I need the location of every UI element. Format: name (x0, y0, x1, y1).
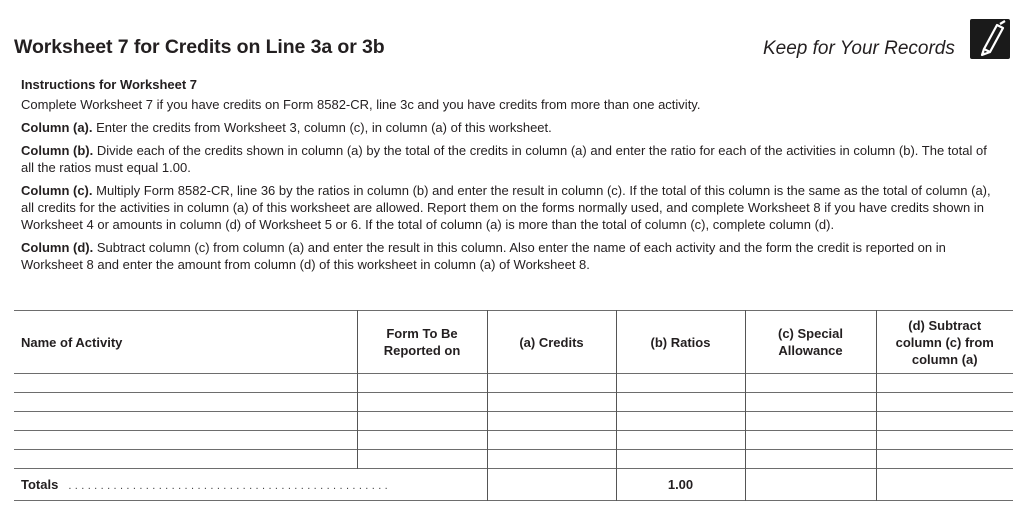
totals-special-allowance-cell[interactable] (745, 469, 876, 501)
credits-cell[interactable] (487, 393, 616, 412)
instructions-heading: Instructions for Worksheet 7 (21, 77, 198, 92)
pencil-icon (970, 19, 1010, 59)
ratios-cell[interactable] (616, 431, 745, 450)
leader-dots: .................................................. (68, 480, 392, 492)
column-d-instruction (21, 239, 1001, 273)
special-allowance-cell[interactable] (745, 393, 876, 412)
col-header-activity: Name of Activity (21, 334, 123, 350)
column-b-label: Column (b). (21, 143, 94, 158)
special-allowance-cell[interactable] (745, 431, 876, 450)
totals-label: Totals (21, 477, 59, 492)
subtract-cell[interactable] (876, 450, 1013, 469)
col-header-subtract: (d) Subtract column (c) from column (a) (876, 311, 1013, 374)
table-row (14, 450, 1013, 469)
column-a-instruction (21, 119, 1001, 136)
instructions-intro: Complete Worksheet 7 if you have credits on Form 8582-CR, line 3c and you have credits from more than one activity. (21, 97, 701, 112)
form-cell[interactable] (357, 450, 487, 469)
form-cell[interactable] (357, 393, 487, 412)
column-d-label: Column (d). (21, 240, 94, 255)
ratios-cell[interactable] (616, 374, 745, 393)
form-cell[interactable] (357, 412, 487, 431)
column-c-text: Multiply Form 8582-CR, line 36 by the ratios in column (b) and enter the result in column (c). If the total of this column is the same as the total of column (a), all credits for the activities in column (a) of this worksheet are allowed. Report them on the forms normally used, and complete Worksheet 8 if you have credits shown in Worksheet 4 or amounts in column (d) of Worksheet 5 or 6. If the total of column (a) is more than the total of column (c), complete column (d). (21, 183, 991, 232)
col-header-ratios: (b) Ratios (616, 311, 745, 374)
totals-ratios-cell: 1.00 (616, 469, 745, 501)
column-d-text: Subtract column (c) from column (a) and enter the result in this column. Also enter the name of each activity and the form the credit is reported on in Worksheet 8 and enter the amount from column (d) of this worksheet in column (a) of Worksheet 8. (21, 240, 946, 272)
column-a-label: Column (a). (21, 120, 93, 135)
activity-name-cell[interactable] (14, 393, 357, 412)
subtract-cell[interactable] (876, 412, 1013, 431)
table-row (14, 412, 1013, 431)
special-allowance-cell[interactable] (745, 412, 876, 431)
totals-subtract-cell[interactable] (876, 469, 1013, 501)
table-row (14, 431, 1013, 450)
table-row (14, 374, 1013, 393)
instructions-section (21, 76, 1001, 279)
subtract-cell[interactable] (876, 431, 1013, 450)
activity-name-cell[interactable] (14, 374, 357, 393)
col-header-special-allowance: (c) Special Allowance (745, 311, 876, 374)
form-cell[interactable] (357, 374, 487, 393)
column-b-text: Divide each of the credits shown in column (a) by the total of the credits in column (a) and enter the ratio for each of the activities in column (b). The total of all the ratios must equal 1.00. (21, 143, 987, 175)
credits-cell[interactable] (487, 450, 616, 469)
special-allowance-cell[interactable] (745, 450, 876, 469)
column-a-text: Enter the credits from Worksheet 3, column (c), in column (a) of this worksheet. (92, 120, 552, 135)
activity-name-cell[interactable] (14, 450, 357, 469)
subtract-cell[interactable] (876, 393, 1013, 412)
table-row (14, 393, 1013, 412)
ratios-cell[interactable] (616, 412, 745, 431)
activity-name-cell[interactable] (14, 412, 357, 431)
totals-credits-cell[interactable] (487, 469, 616, 501)
activity-name-cell[interactable] (14, 431, 357, 450)
credits-cell[interactable] (487, 374, 616, 393)
special-allowance-cell[interactable] (745, 374, 876, 393)
column-b-instruction (21, 142, 1001, 176)
totals-label-cell (14, 469, 487, 501)
keep-records-label: Keep for Your Records (763, 38, 955, 59)
col-header-form: Form To Be Reported on (357, 311, 487, 374)
subtract-cell[interactable] (876, 374, 1013, 393)
table-header-row (14, 311, 1013, 374)
form-cell[interactable] (357, 431, 487, 450)
column-c-label: Column (c). (21, 183, 93, 198)
worksheet-title: Worksheet 7 for Credits on Line 3a or 3b (14, 36, 385, 58)
col-header-credits: (a) Credits (487, 311, 616, 374)
credits-cell[interactable] (487, 412, 616, 431)
worksheet-table (14, 310, 1013, 501)
ratios-cell[interactable] (616, 450, 745, 469)
totals-row (14, 469, 1013, 501)
column-c-instruction (21, 182, 1001, 233)
ratios-cell[interactable] (616, 393, 745, 412)
credits-cell[interactable] (487, 431, 616, 450)
